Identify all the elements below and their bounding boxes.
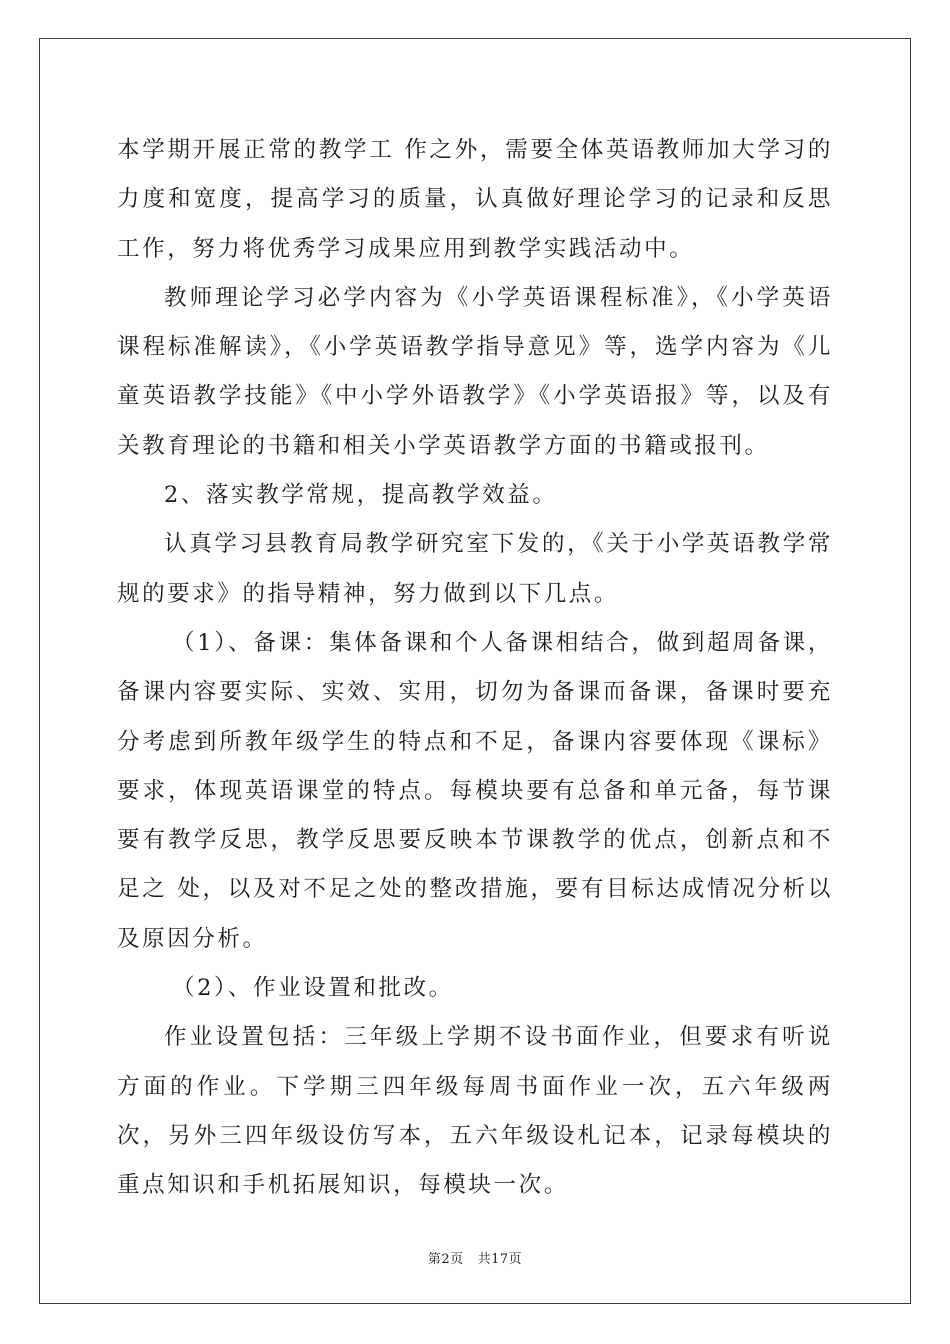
paragraph-study-intensity: 本学期开展正常的教学工 作之外，需要全体英语教师加大学习的力度和宽度，提高学习的质量，认真做好理论学习的记录和反思工作，努力将优秀学习成果应用到教学实践活动中。 [117, 137, 833, 262]
section-heading-teaching-routine: 2、落实教学常规，提高教学效益。 [164, 482, 558, 509]
paragraph-homework-setting: 作业设置包括：三年级上学期不设书面作业，但要求有听说方面的作业。下学期三四年级每周书面作业一次，五六年级两次，另外三四年级设仿写本，五六年级设札记本，记录每模块的重点知识和手机拓展知识，每模块一次。 [117, 1024, 833, 1199]
page-total: 共17页 [477, 1252, 523, 1267]
paragraph-required-reading: 教师理论学习必学内容为《小学英语课程标准》，《小学英语课程标准解读》，《小学英语教学指导意见》等，选学内容为《儿童英语教学技能》《中小学外语教学》《小学英语报》等，以及有关教育理论的书籍和相关小学英语教学方面的书籍或报刊。 [117, 284, 833, 459]
document-body [117, 126, 833, 1211]
paragraph-lesson-preparation: （1）、备课：集体备课和个人备课相结合，做到超周备课，备课内容要实际、实效、实用，切勿为备课而备课，备课时要充分考虑到所教年级学生的特点和不足，备课内容要体现《课标》要求，体现英语课堂的特点。每模块要有总备和单元备，每节课要有教学反思，教学反思要反映本节课教学的优点，创新点和不足之 处，以及对不足之处的整改措施，要有目标达成情况分析以及原因分析。 [117, 629, 833, 952]
subheading-homework: （2）、作业设置和批改。 [172, 975, 454, 1002]
page-number: 第2页 [427, 1252, 464, 1267]
page-footer [0, 1248, 950, 1267]
paragraph-routine-requirements: 认真学习县教育局教学研究室下发的，《关于小学英语教学常规的要求》的指导精神，努力做到以下几点。 [117, 531, 833, 607]
